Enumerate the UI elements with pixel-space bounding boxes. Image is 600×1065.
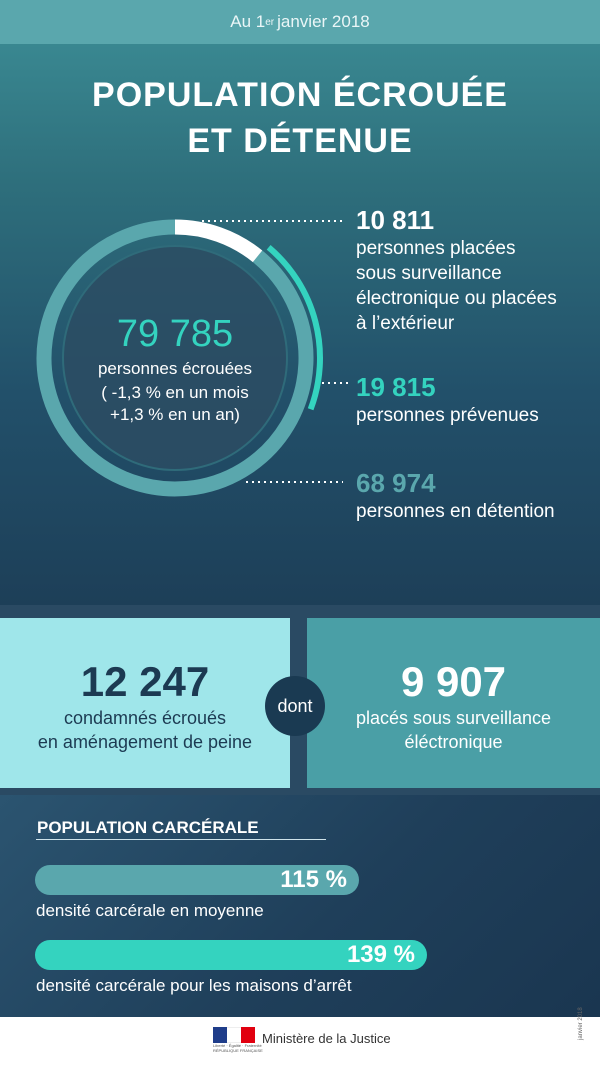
total-label: personnes écrouées — [97, 359, 253, 378]
density-label-maisons-arret: densité carcérale pour les maisons d’arrêt — [36, 976, 352, 995]
logo-republique: RÉPUBLIQUE FRANÇAISE — [213, 1048, 263, 1053]
ministry-name: Ministère de la Justice — [262, 1031, 391, 1046]
prevenues-text: personnes prévenues — [356, 405, 539, 426]
tricolor-flag-icon — [213, 1027, 255, 1043]
date-suffix: janvier 2018 — [277, 12, 370, 31]
marianne-logo — [213, 1027, 263, 1055]
surveillance-line: à l’extérieur — [356, 313, 455, 334]
date-sup: er — [265, 16, 275, 28]
amenagement-line-1: condamnés écroués — [63, 708, 227, 728]
dont-connector: dont — [265, 676, 325, 736]
surveillance-text — [356, 236, 557, 336]
surveillance-electronique-panel — [307, 618, 600, 788]
variation-year: +1,3 % en un an) — [110, 405, 240, 424]
date-prefix: Au 1 — [230, 12, 266, 31]
amenagement-line-2: en aménagement de peine — [37, 732, 253, 752]
surveillance-electronique-line-2: éléctronique — [404, 732, 503, 752]
carcerale-title-rule — [36, 839, 326, 840]
surveillance-electronique-label — [307, 706, 600, 754]
surveillance-line: personnes placées — [356, 238, 516, 259]
surveillance-line: électronique ou placées — [356, 288, 557, 309]
density-bar-average: 115 % — [35, 865, 359, 895]
density-bar-maisons-arret: 139 % — [35, 940, 427, 970]
detention-text: personnes en détention — [356, 501, 555, 522]
amenagement-number: 12 247 — [80, 658, 210, 705]
surveillance-electronique-number: 9 907 — [400, 658, 507, 705]
surveillance-line: sous surveillance — [356, 263, 502, 284]
total-ecroues: 79 785 — [116, 313, 234, 355]
carcerale-title: POPULATION CARCÉRALE — [37, 818, 259, 837]
variation-month: ( -1,3 % en un mois — [101, 383, 249, 402]
title-line-2: ET DÉTENUE — [187, 122, 413, 160]
title-line-1: POPULATION ÉCROUÉE — [92, 76, 508, 114]
side-date: janvier 2018 — [578, 1007, 584, 1040]
logo-motto: Liberté · Égalité · Fraternité — [213, 1043, 262, 1048]
amenagement-label — [0, 706, 290, 754]
prevenues-number: 19 815 — [356, 372, 436, 402]
surveillance-electronique-line-1: placés sous surveillance — [355, 708, 552, 728]
amenagement-panel — [0, 618, 290, 788]
density-label-average: densité carcérale en moyenne — [36, 901, 264, 920]
surveillance-number: 10 811 — [356, 205, 435, 235]
detention-number: 68 974 — [356, 468, 436, 498]
